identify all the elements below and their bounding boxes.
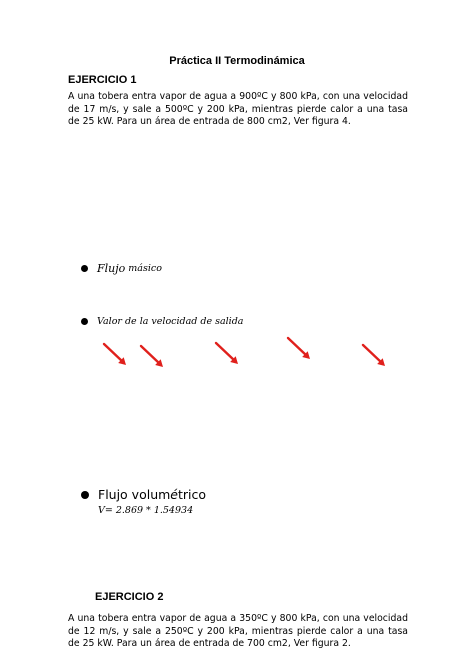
exercise-1-paragraph: A una tobera entra vapor de agua a 900ºC y 800 kPa, con una velocidad de 17 m/s, y sale a 500ºC y 200 kPa, mientras pierde calor a una tasa de 25 kW. Para un área de entrada de 800 cm2, Ver figura 4.	[68, 91, 408, 128]
red-arrow-3-shaft	[216, 343, 235, 361]
red-arrow-5-shaft	[363, 345, 382, 363]
document-title: Práctica II Termodinámica	[169, 55, 305, 67]
bullet-dot-icon	[81, 318, 88, 325]
red-arrows-annotation	[0, 330, 474, 380]
bullet-flujo-label: Flujo	[97, 262, 126, 275]
red-arrow-2-shaft	[141, 346, 160, 364]
bullet-trico-label: trico	[178, 487, 207, 502]
exercise-1-heading: EJERCICIO 1	[68, 74, 137, 86]
bullet-velocidad-label: Valor de la velocidad de salida	[97, 316, 244, 327]
bullet-dot-icon	[81, 491, 89, 499]
bullet-flujo-masico	[81, 262, 162, 275]
bullet-masico-label: másico	[128, 263, 162, 274]
bullet-velocidad-salida	[81, 316, 243, 327]
formula-volumetric-flow: V= 2.869 * 1.54934	[98, 505, 194, 516]
bullet-flujo-volumetrico	[81, 487, 206, 502]
bullet-flujo-volum-label: Flujo volum	[98, 487, 171, 502]
bullet-accent-label: é	[170, 487, 178, 502]
bullet-dot-icon	[81, 265, 88, 272]
exercise-2-paragraph: A una tobera entra vapor de agua a 350ºC y 800 kPa, con una velocidad de 12 m/s, y sale a 250ºC y 200 kPa, mientras pierde calor a una tasa de 25 kW. Para un área de entrada de 700 cm2, Ver figura 2.	[68, 613, 408, 650]
red-arrow-4-shaft	[288, 338, 307, 356]
red-arrow-1-shaft	[104, 344, 123, 362]
exercise-2-heading: EJERCICIO 2	[95, 591, 164, 603]
